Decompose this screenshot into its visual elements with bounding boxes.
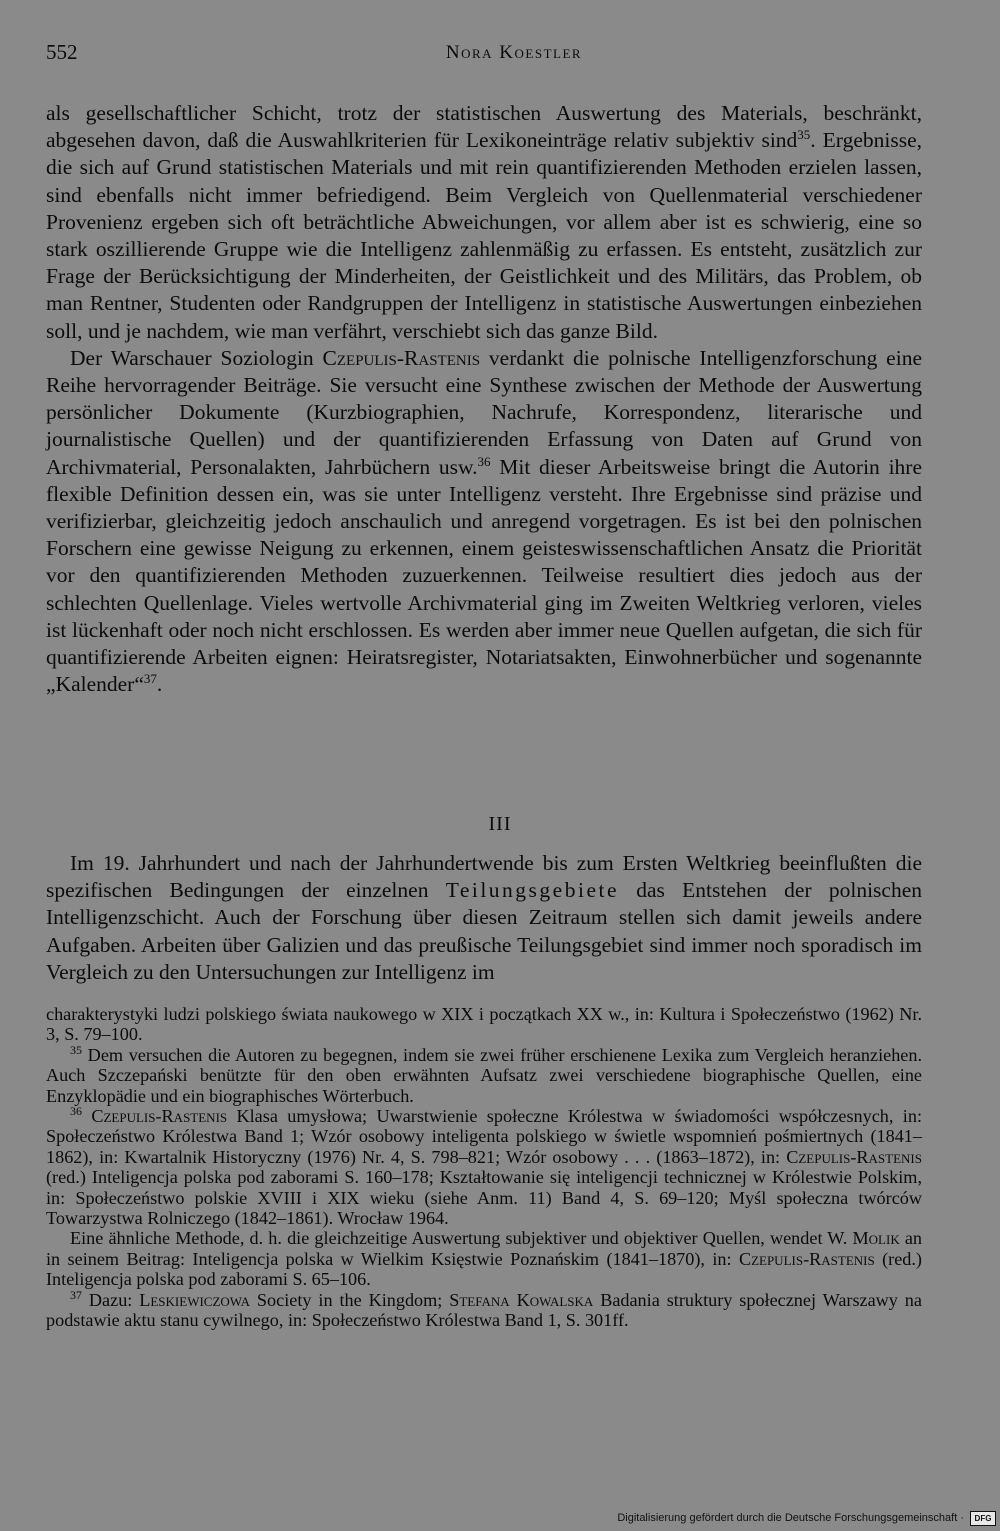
footnote-text: Dazu: xyxy=(82,1289,140,1310)
body-text-lower xyxy=(46,850,922,986)
section-heading: III xyxy=(488,813,512,835)
page-number: 552 xyxy=(46,40,78,64)
paragraph-text: Im 19. Jahrhundert und nach der Jahrhundertwende bis zum Ersten Weltkrieg beeinflußten die spezifischen Bedingungen der einzelnen xyxy=(46,851,922,903)
running-head xyxy=(46,40,922,74)
footnote-ref: 36 xyxy=(477,453,491,469)
paragraph xyxy=(46,850,922,986)
footnote-text: an in seinem Beitrag: Inteligencja polska w Wielkim Księstwie Poznańskim (1841–1870), in: xyxy=(46,1228,923,1269)
footnote-text: (red.) Inteligencja polska pod zaborami S. 65–106. xyxy=(46,1248,922,1290)
footnote xyxy=(46,1103,923,1229)
footnote-text: (red.) Inteligencja polska pod zaborami S. 160–178; Kształtowanie się inteligencji technicznej w Królestwie Polskim, in: Społeczeństwo polskie XVIII i XIX wieku (siehe Anm. 11) Band 4, S. 69–120; Myśl społeczna twórców Towarzystwa Rolniczego (1842–1861). Wrocław 1964. xyxy=(46,1167,922,1229)
footnote-ref: 35 xyxy=(797,127,811,143)
footnote-ref: 37 xyxy=(143,671,157,687)
footnote-continuation: charakterystyki ludzi polskiego świata naukowego w XIX i początkach XX w., in: Kultura i Społeczeństwo (1962) Nr. 3, S. 79–100. xyxy=(46,1004,922,1045)
digitization-note: Digitalisierung gefördert durch die Deutsche Forschungsgemeinschaft · xyxy=(617,1512,964,1524)
paragraph xyxy=(46,345,922,699)
paragraph-text: . xyxy=(156,672,163,697)
paragraph-text: das Entstehen der polnischen Intelligenzschicht. Auch der Forschung über diesen Zeitraum stellen sich damit jeweils andere Aufgaben. Arbeiten über Galizien und das preußische Teilungsgebiet sind immer noch sporadisch im Vergleich zu den Untersuchungen zur Intelligenz im xyxy=(46,878,923,984)
paragraph xyxy=(46,100,922,345)
footnote-text: Klasa umysłowa; Uwarstwienie społeczne Królestwa w świadomości współczesnych, in: Społeczeństwo Królestwa Band 1; Wzór osobowy inteligenta polskiego w świetle wspomnień pośmiertnych (1841–1862), in: Kwartalnik Historyczny (1976) Nr. 4, S. 798–821; Wzór osobowy . . . (1863–1872), in: xyxy=(46,1106,923,1167)
footnotes xyxy=(46,1004,922,1331)
footnote-number: 36 xyxy=(70,1103,82,1118)
author-name: Stefana Kowalska xyxy=(449,1289,594,1310)
paragraph-text: Mit dieser Arbeitsweise bringt die Autorin ihre flexible Definition dessen ein, was sie unter Intelligenz versteht. Ihre Ergebnisse sind präzise und verifizierbar, gleichzeitig jedoch anschaulich und anregend vorgetragen. Es ist bei den polnischen Forschern eine gewisse Neigung zu erkennen, einem geisteswissenschaftlichen Ansatz die Priorität vor den quantifizierenden Methoden zuzuerkennen. Teilweise resultiert dies jedoch aus der schlechten Quellenlage. Vieles wertvolle Archivmaterial ging im Zweiten Weltkrieg verloren, vieles ist lückenhaft oder noch nicht erschlossen. Es werden aber immer neue Quellen aufgetan, die sich für quantifizierende Arbeiten eignen: Heiratsregister, Notariatsakten, Einwohnerbücher und sogenannte „Kalender“ xyxy=(46,454,922,697)
author-name: Czepulis-Rastenis xyxy=(322,345,481,370)
paragraph-text: verdankt die polnische Intelligenzforschung eine Reihe hervorragender Beiträge. Sie versucht eine Synthese zwischen der Methode der Auswertung persönlicher Dokumente (Kurzbiographien, Nachrufe, Korrespondenz, literarische und journalistische Quellen) und der quantifizierenden Erfassung von Daten auf Grund von Archivmaterial, Personalakten, Jahrbüchern usw. xyxy=(46,345,922,479)
paragraph-text: . Ergebnisse, die sich auf Grund statistischen Materials und mit rein quantifizierenden Methoden erzielen lassen, sind ebenfalls nicht immer befriedigend. Beim Vergleich von Quellenmaterial verschiedener Provenienz ergeben sich oft beträchtliche Abweichungen, vor allem aber ist es schwierig, eine so stark oszillierende Gruppe wie die Intelligenz zahlenmäßig zu erfassen. Es entsteht, zusätzlich zur Frage der Berücksichtigung der Minderheiten, der Geistlichkeit und des Militärs, das Problem, ob man Rentner, Studenten oder Randgruppen der Intelligenz in statistische Auswertungen einbeziehen soll, und je nachdem, wie man verfährt, verschiebt sich das ganze Bild. xyxy=(46,128,922,343)
footnote-number: 35 xyxy=(70,1042,82,1057)
footnote xyxy=(46,1042,922,1106)
footnote-text: Badania struktury społecznej Warszawy na podstawie aktu stanu cywilnego, in: Społeczeństwo Królestwa Band 1, S. 301ff. xyxy=(46,1289,922,1331)
body-text-upper xyxy=(46,100,922,698)
footnote-text: Eine ähnliche Methode, d. h. die gleichzeitige Auswertung subjektiver und objektiver Quellen, wendet W. xyxy=(70,1228,853,1249)
footnote-text: Society in the Kingdom; xyxy=(250,1289,450,1310)
footnote-text: Dem versuchen die Autoren zu begegnen, indem sie zwei früher erschienene Lexika zum Vergleich heranziehen. Auch Szczepański benützte für den oben erwähnten Aufsatz zwei verschiedene biographische Quellen, eine Enzyklopädie und ein biographisches Wörterbuch. xyxy=(46,1044,922,1106)
emphasized-term: Teilungsgebiete xyxy=(445,878,620,903)
paragraph-text: Der Warschauer Soziologin xyxy=(70,345,323,370)
author-name: Molik xyxy=(852,1228,900,1249)
paragraph-text: als gesellschaftlicher Schicht, trotz der statistischen Auswertung des Materials, beschränkt, abgesehen davon, daß die Auswahlkriterien für Lexikoneinträge relativ subjektiv sind xyxy=(46,101,922,153)
footnote xyxy=(46,1287,922,1331)
running-head-author: Nora Koestler xyxy=(445,42,583,63)
author-name: Czepulis-Rastenis xyxy=(738,1248,875,1269)
digitization-credit xyxy=(617,1507,996,1529)
author-name: Leskiewiczowa xyxy=(139,1289,251,1310)
author-name: Czepulis-Rastenis xyxy=(91,1106,228,1127)
footnote-number: 37 xyxy=(70,1287,82,1302)
author-name: Czepulis-Rastenis xyxy=(786,1146,922,1167)
dfg-logo-icon: DFG xyxy=(970,1511,996,1526)
footnote xyxy=(46,1228,922,1289)
